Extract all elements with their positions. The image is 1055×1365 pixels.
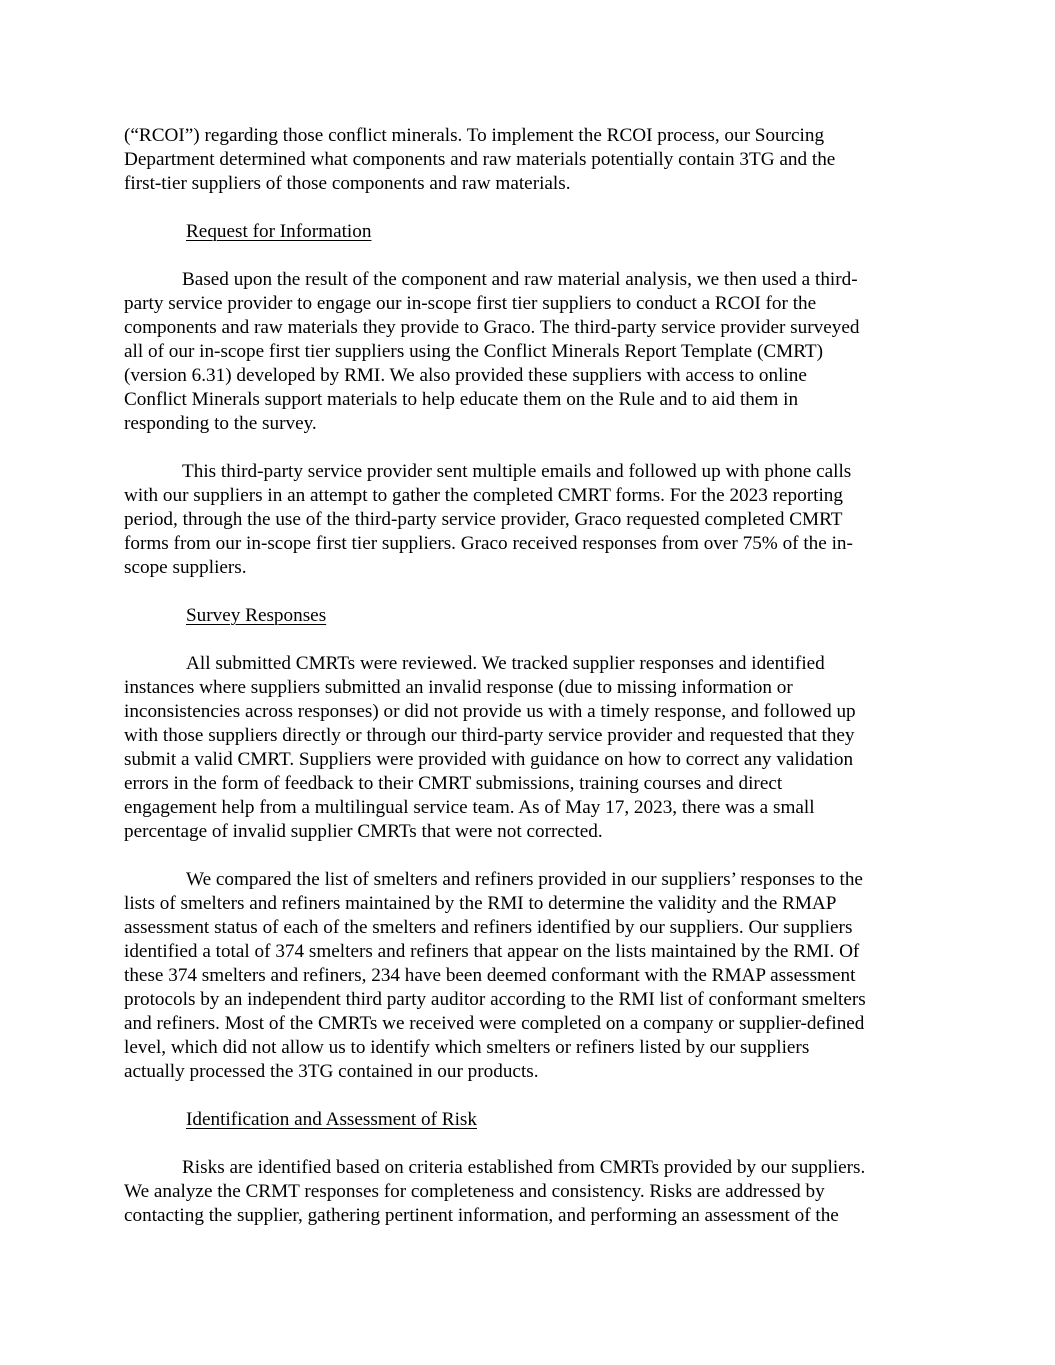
- text-line: submit a valid CMRT. Suppliers were provided with guidance on how to correct any validation: [124, 749, 854, 770]
- text-line: these 374 smelters and refiners, 234 have been deemed conformant with the RMAP assessment: [124, 965, 856, 986]
- text-line: protocols by an independent third party auditor according to the RMI list of conformant smelters: [124, 989, 866, 1010]
- text-line: contacting the supplier, gathering pertinent information, and performing an assessment of the: [124, 1205, 839, 1226]
- document-page: [124, 124, 930, 1228]
- text-line: identified a total of 374 smelters and refiners that appear on the lists maintained by the RMI. Of: [124, 941, 860, 962]
- text-line: first-tier suppliers of those components and raw materials.: [124, 173, 571, 194]
- text-line: scope suppliers.: [124, 557, 247, 578]
- text-line: responding to the survey.: [124, 413, 317, 434]
- heading-request-for-information: [124, 220, 930, 244]
- text-line: and refiners. Most of the CMRTs we received were completed on a company or supplier-defined: [124, 1013, 865, 1034]
- heading-survey-responses: [124, 604, 930, 628]
- heading-text: Survey Responses: [186, 605, 327, 626]
- text-line: instances where suppliers submitted an invalid response (due to missing information or: [124, 677, 793, 698]
- paragraph-survey: [124, 652, 930, 844]
- text-line: Based upon the result of the component and raw material analysis, we then used a third-: [182, 269, 858, 290]
- text-line: Conflict Minerals support materials to help educate them on the Rule and to aid them in: [124, 389, 799, 410]
- text-line: with our suppliers in an attempt to gather the completed CMRT forms. For the 2023 reporting: [124, 485, 843, 506]
- paragraph-risk: [124, 1156, 930, 1228]
- text-line: (“RCOI”) regarding those conflict minerals. To implement the RCOI process, our Sourcing: [124, 125, 825, 146]
- heading-text: Request for Information: [186, 221, 372, 242]
- text-line: with those suppliers directly or through our third-party service provider and requested that they: [124, 725, 855, 746]
- text-line: assessment status of each of the smelters and refiners identified by our suppliers. Our suppliers: [124, 917, 853, 938]
- text-line: errors in the form of feedback to their CMRT submissions, training courses and direct: [124, 773, 783, 794]
- heading-identification-and-assessment-of-risk: [124, 1108, 930, 1132]
- text-line: All submitted CMRTs were reviewed. We tracked supplier responses and identified: [186, 653, 825, 674]
- text-line: percentage of invalid supplier CMRTs that were not corrected.: [124, 821, 603, 842]
- text-line: We compared the list of smelters and refiners provided in our suppliers’ responses to the: [186, 869, 863, 890]
- text-line: all of our in-scope first tier suppliers using the Conflict Minerals Report Template (CMRT): [124, 341, 823, 362]
- heading-text: Identification and Assessment of Risk: [186, 1109, 477, 1130]
- text-line: (version 6.31) developed by RMI. We also provided these suppliers with access to online: [124, 365, 807, 386]
- text-line: Department determined what components and raw materials potentially contain 3TG and the: [124, 149, 836, 170]
- text-line: lists of smelters and refiners maintained by the RMI to determine the validity and the RMAP: [124, 893, 837, 914]
- text-line: level, which did not allow us to identify which smelters or refiners listed by our suppliers: [124, 1037, 810, 1058]
- text-line: forms from our in-scope first tier suppliers. Graco received responses from over 75% of the in-: [124, 533, 853, 554]
- text-line: inconsistencies across responses) or did not provide us with a timely response, and followed up: [124, 701, 856, 722]
- text-line: This third-party service provider sent multiple emails and followed up with phone calls: [182, 461, 852, 482]
- paragraph-rcoi: [124, 124, 930, 196]
- paragraph-request: [124, 268, 930, 436]
- text-line: Risks are identified based on criteria established from CMRTs provided by our suppliers.: [182, 1157, 866, 1178]
- text-line: actually processed the 3TG contained in our products.: [124, 1061, 539, 1082]
- text-line: period, through the use of the third-party service provider, Graco requested completed CMRT: [124, 509, 843, 530]
- text-line: components and raw materials they provide to Graco. The third-party service provider surveyed: [124, 317, 860, 338]
- paragraph-smelters: [124, 868, 930, 1084]
- text-line: engagement help from a multilingual service team. As of May 17, 2023, there was a small: [124, 797, 815, 818]
- paragraph-followup: [124, 460, 930, 580]
- text-line: We analyze the CRMT responses for completeness and consistency. Risks are addressed by: [124, 1181, 825, 1202]
- text-line: party service provider to engage our in-scope first tier suppliers to conduct a RCOI for the: [124, 293, 817, 314]
